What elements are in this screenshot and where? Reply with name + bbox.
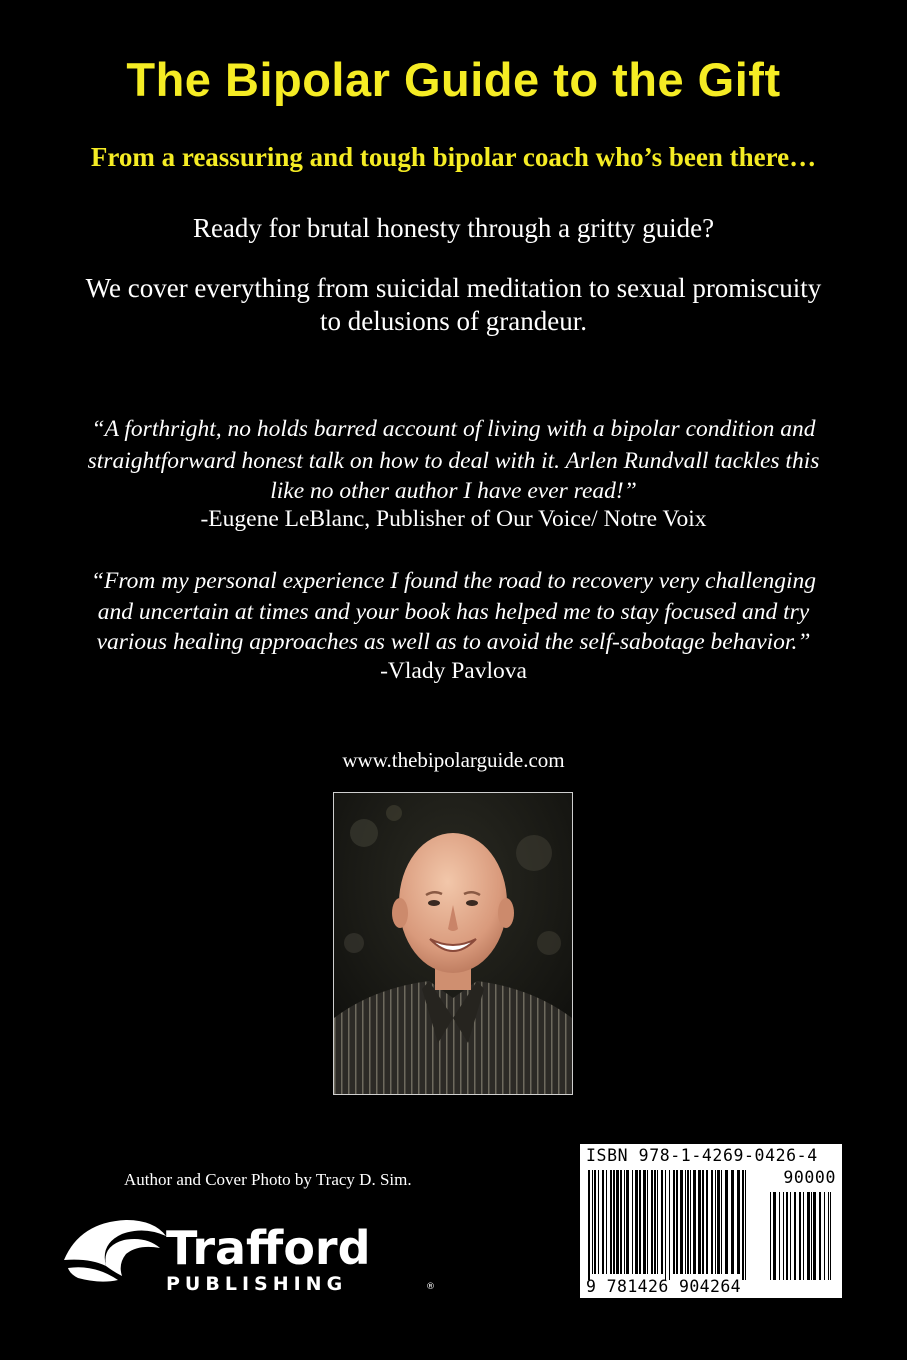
testimonial-2-attribution: -Vlady Pavlova [380,658,527,684]
blurb-question: Ready for brutal honesty through a gritty guide? [192,213,715,243]
isbn-label: ISBN 978-1-4269-0426-4 [586,1146,818,1165]
barcode-bars [580,1144,842,1298]
testimonial-1-line-3: like no other author I have ever read!” [270,478,637,504]
testimonial-2-line-2: and uncertain at times and your book has helped me to stay focused and try [97,599,810,625]
publisher-name: Trafford [166,1221,371,1275]
book-subtitle: From a reassuring and tough bipolar coach who’s been there… [90,142,817,172]
testimonial-1-line-1: “A forthright, no holds barred account of living with a bipolar condition and [91,416,816,442]
testimonial-2-line-3: various healing approaches as well as to avoid the self-sabotage behavior.” [96,629,811,655]
registered-mark-icon: ® [426,1282,435,1292]
photo-credit: Author and Cover Photo by Tracy D. Sim. [124,1170,412,1189]
author-photo [333,792,573,1095]
book-title: The Bipolar Guide to the Gift [126,53,781,106]
blurb-line-2: to delusions of grandeur. [320,306,587,336]
ean-digits: 9 781426 904264 [586,1277,742,1296]
wave-icon [64,1220,166,1282]
price-code: 90000 [783,1168,836,1187]
website-url: www.thebipolarguide.com [342,748,565,772]
testimonial-1-line-2: straightforward honest talk on how to deal with it. Arlen Rundvall tackles this [87,448,820,474]
blurb-line-1: We cover everything from suicidal meditation to sexual promiscuity [85,273,822,303]
publisher-tagline: PUBLISHING [166,1273,348,1294]
isbn-barcode [578,1142,844,1300]
testimonial-2-line-1: “From my personal experience I found the road to recovery very challenging [90,568,817,594]
testimonial-1-attribution: -Eugene LeBlanc, Publisher of Our Voice/ Notre Voix [200,506,707,532]
publisher-logo [60,1214,450,1294]
